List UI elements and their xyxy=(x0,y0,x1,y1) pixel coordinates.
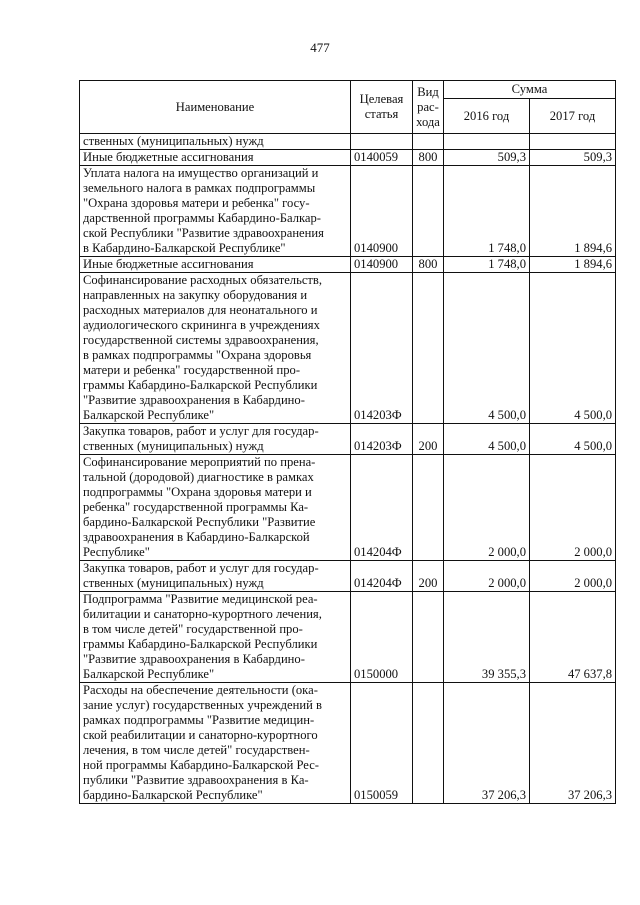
row-name: Иные бюджетные ассигнования xyxy=(80,150,351,166)
row-sum-2017: 1 894,6 xyxy=(530,166,616,257)
row-sum-2016: 4 500,0 xyxy=(444,424,530,455)
row-sum-2016: 2 000,0 xyxy=(444,455,530,561)
header-kind: Вид рас- хода xyxy=(413,81,444,134)
row-sum-2017: 47 637,8 xyxy=(530,592,616,683)
header-year-2016: 2016 год xyxy=(444,99,530,134)
row-article: 0140900 xyxy=(351,166,413,257)
row-sum-2016: 1 748,0 xyxy=(444,257,530,273)
row-article: 0150000 xyxy=(351,592,413,683)
row-name: Уплата налога на имущество организаций и земельного налога в рамках подпрограммы "Охрана здоровья матери и ребенка" госу- дарственной программы Кабардино-Балкар- ской Республики "Развитие здравоохранения в Кабардино-Балкарской Республике" xyxy=(80,166,351,257)
row-sum-2017: 1 894,6 xyxy=(530,257,616,273)
row-sum-2016: 1 748,0 xyxy=(444,166,530,257)
table-row xyxy=(80,561,616,592)
row-kind: 200 xyxy=(413,561,444,592)
header-name: Наименование xyxy=(80,81,351,134)
row-name: Закупка товаров, работ и услуг для государ- ственных (муниципальных) нужд xyxy=(80,424,351,455)
row-article: 0140059 xyxy=(351,150,413,166)
row-sum-2016: 509,3 xyxy=(444,150,530,166)
row-article: 014204Ф xyxy=(351,455,413,561)
row-article: 0150059 xyxy=(351,683,413,804)
row-sum-2017: 37 206,3 xyxy=(530,683,616,804)
row-name: Софинансирование расходных обязательств, направленных на закупку оборудования и расходных материалов для неонатального и аудиологического скрининга в учреждениях государственной системы здравоохранения, в рамках подпрограммы "Охрана здоровья матери и ребенка" государственной про- граммы Кабардино-Балкарской Республики "Развитие здравоохранения в Кабардино- Балкарской Республике" xyxy=(80,273,351,424)
row-kind xyxy=(413,592,444,683)
table-row xyxy=(80,273,616,424)
page-number: 477 xyxy=(310,40,330,55)
row-kind: 800 xyxy=(413,257,444,273)
row-kind: 800 xyxy=(413,150,444,166)
row-article xyxy=(351,134,413,150)
row-sum-2017: 2 000,0 xyxy=(530,455,616,561)
header-sum: Сумма xyxy=(444,81,616,99)
row-name: Расходы на обеспечение деятельности (ока- зание услуг) государственных учреждений в рамках подпрограммы "Развитие медицин- ской реабилитации и санаторно-курортного лечения, в том числе детей" государствен- ной программы Кабардино-Балкарской Рес- публики "Развитие здравоохранения в Ка- бардино-Балкарской Республике" xyxy=(80,683,351,804)
header-year-2017: 2017 год xyxy=(530,99,616,134)
row-sum-2016: 4 500,0 xyxy=(444,273,530,424)
table-row xyxy=(80,424,616,455)
row-article: 014203Ф xyxy=(351,273,413,424)
row-kind xyxy=(413,683,444,804)
row-name: Иные бюджетные ассигнования xyxy=(80,257,351,273)
row-name: Подпрограмма "Развитие медицинской реа- билитации и санаторно-курортного лечения, в том числе детей" государственной про- граммы Кабардино-Балкарской Республики "Развитие здравоохранения в Кабардино- Балкарской Республике" xyxy=(80,592,351,683)
row-sum-2017 xyxy=(530,134,616,150)
row-article: 0140900 xyxy=(351,257,413,273)
row-name: Закупка товаров, работ и услуг для государ- ственных (муниципальных) нужд xyxy=(80,561,351,592)
header-article: Целевая статья xyxy=(351,81,413,134)
row-sum-2016: 2 000,0 xyxy=(444,561,530,592)
row-kind xyxy=(413,166,444,257)
table-row xyxy=(80,683,616,804)
row-kind xyxy=(413,455,444,561)
table-row xyxy=(80,257,616,273)
budget-table xyxy=(79,80,616,804)
row-sum-2016 xyxy=(444,134,530,150)
row-name: ственных (муниципальных) нужд xyxy=(80,134,351,150)
row-sum-2016: 39 355,3 xyxy=(444,592,530,683)
row-sum-2016: 37 206,3 xyxy=(444,683,530,804)
header-row xyxy=(80,81,616,99)
table-row xyxy=(80,166,616,257)
row-sum-2017: 2 000,0 xyxy=(530,561,616,592)
row-article: 014204Ф xyxy=(351,561,413,592)
row-sum-2017: 509,3 xyxy=(530,150,616,166)
table-row xyxy=(80,150,616,166)
row-sum-2017: 4 500,0 xyxy=(530,424,616,455)
row-name: Софинансирование мероприятий по прена- тальной (дородовой) диагностике в рамках подпрограммы "Охрана здоровья матери и ребенка" государственной программы Ка- бардино-Балкарской Республики "Развитие здравоохранения в Кабардино-Балкарской Республике" xyxy=(80,455,351,561)
row-kind xyxy=(413,273,444,424)
row-kind xyxy=(413,134,444,150)
row-sum-2017: 4 500,0 xyxy=(530,273,616,424)
table-row xyxy=(80,455,616,561)
table-row xyxy=(80,592,616,683)
row-kind: 200 xyxy=(413,424,444,455)
row-article: 014203Ф xyxy=(351,424,413,455)
table-row xyxy=(80,134,616,150)
